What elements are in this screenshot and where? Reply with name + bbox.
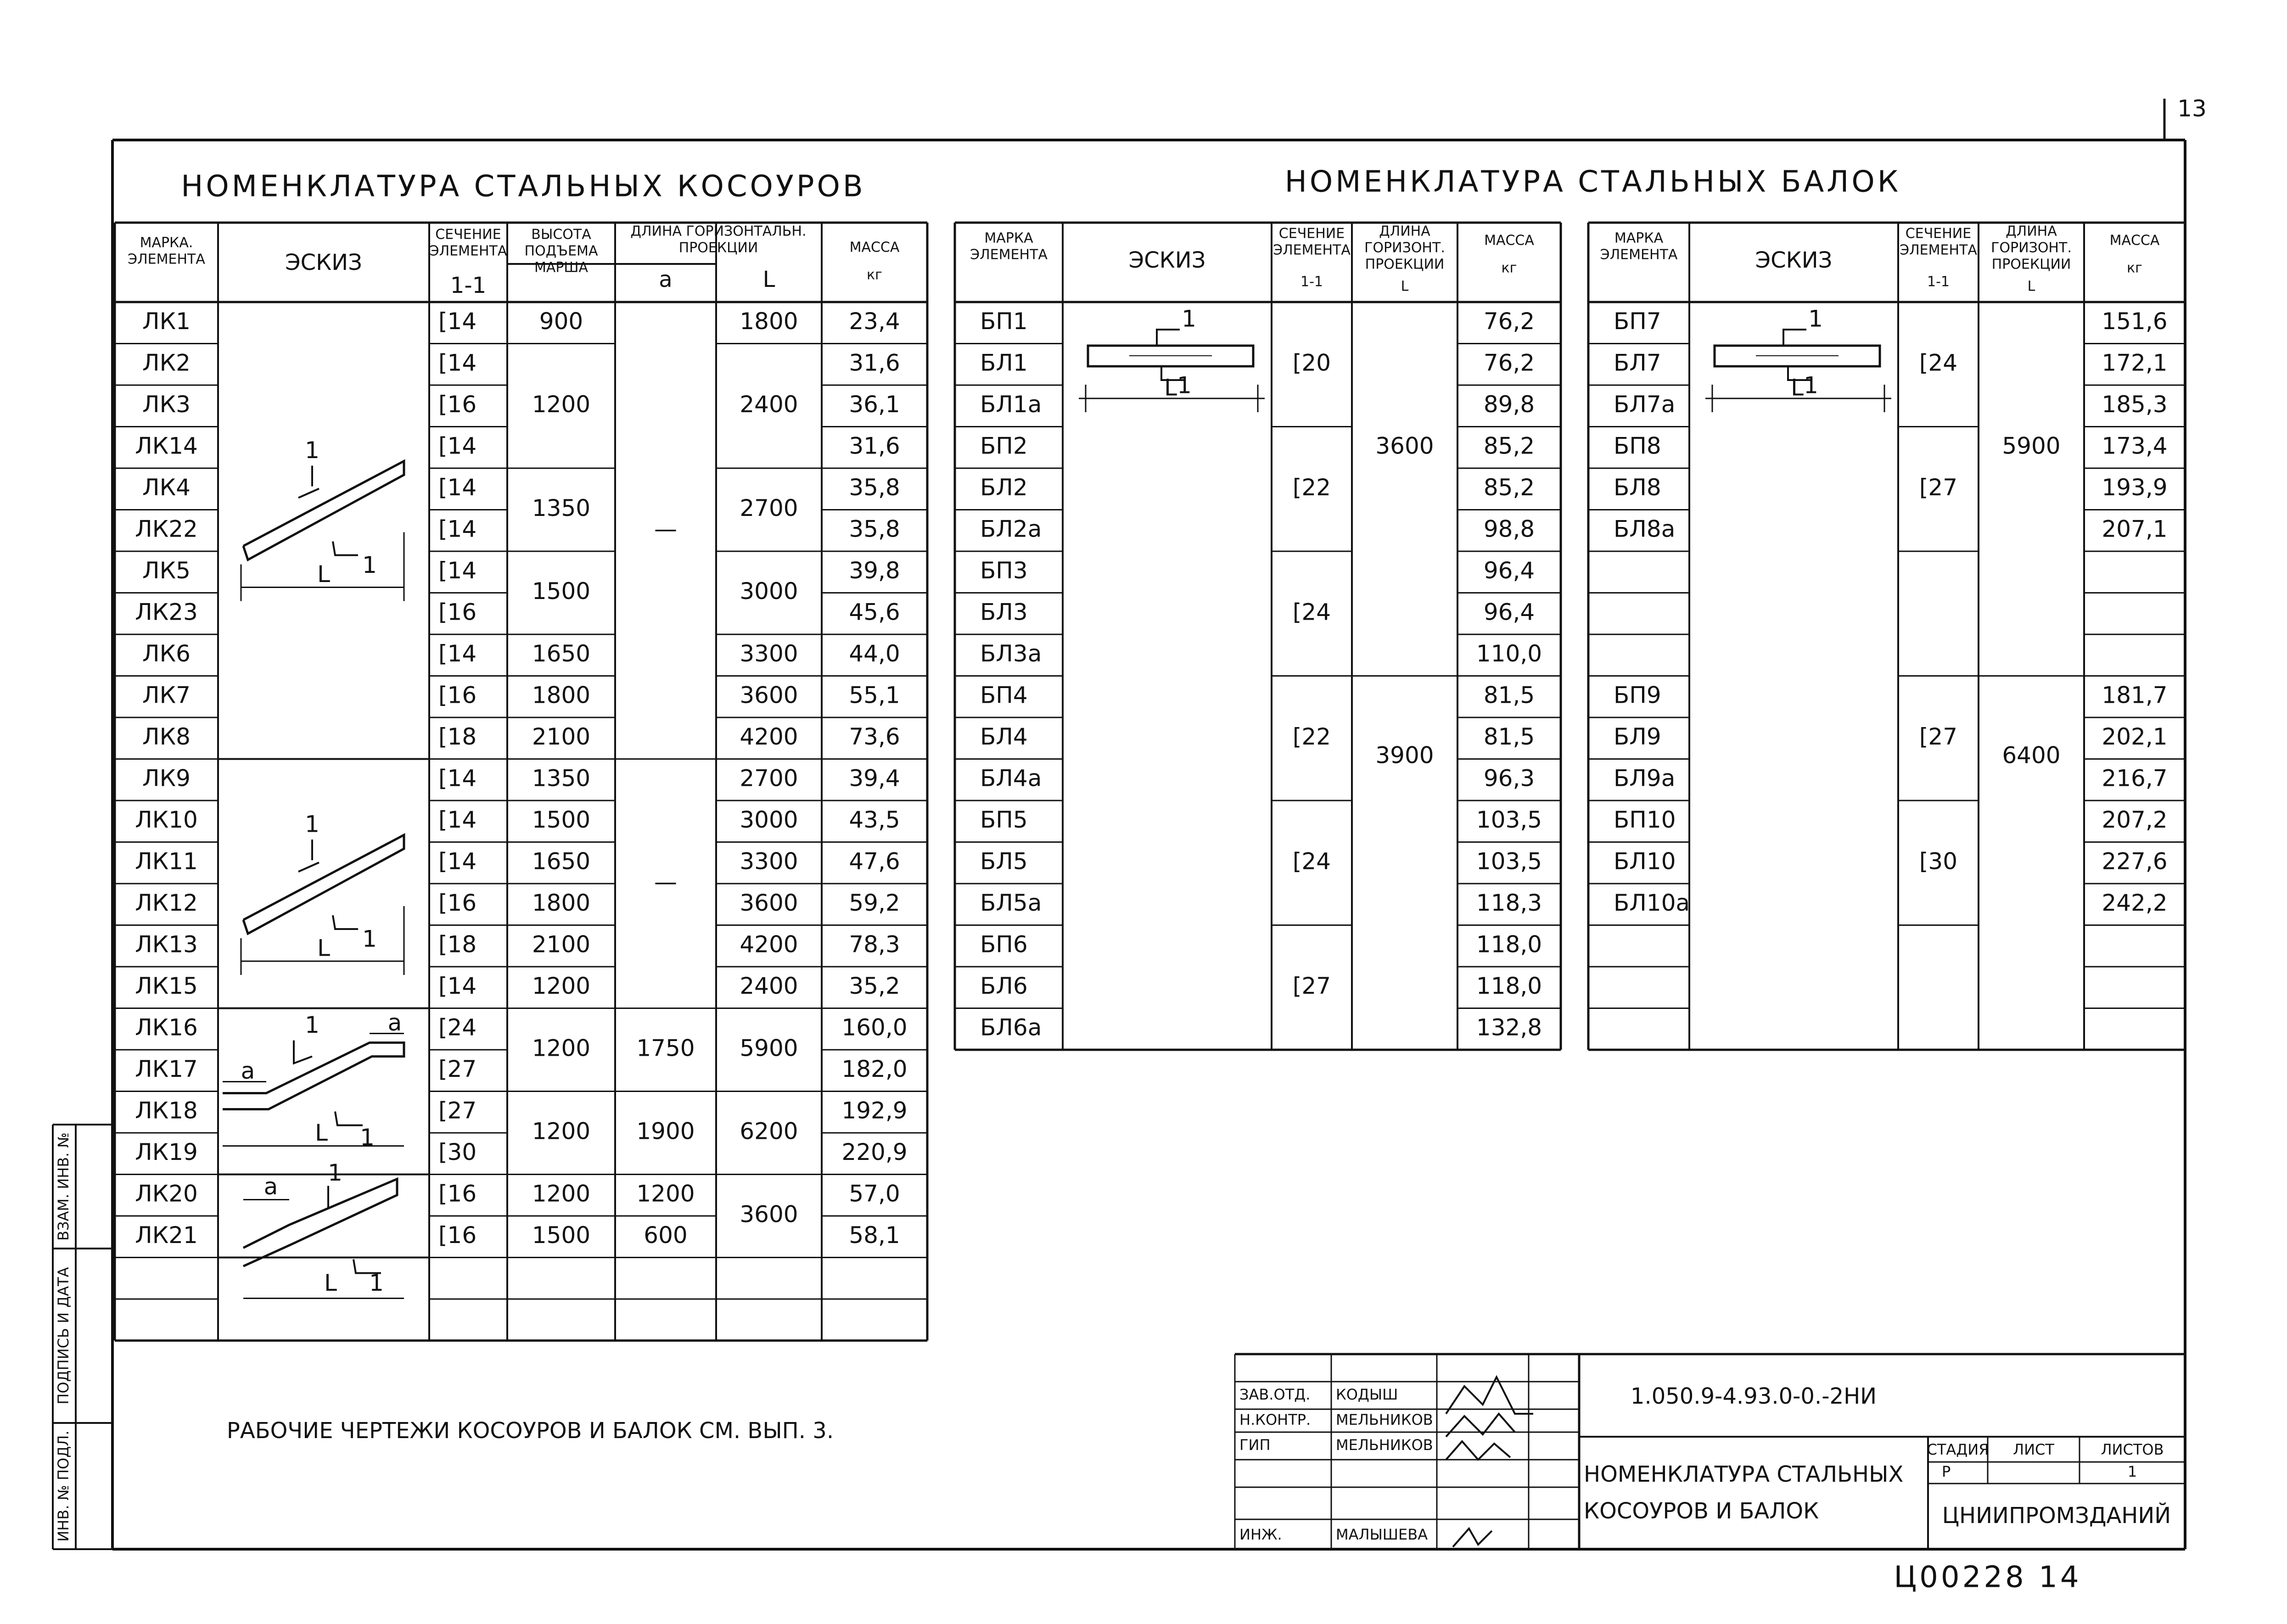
- kosour-mark: ЛК19: [135, 1138, 198, 1165]
- beam-mark: БЛ1а: [980, 391, 1042, 418]
- kosour-mass: 78,3: [849, 931, 900, 958]
- kosour-mark: ЛК5: [142, 557, 191, 584]
- beam-mark: БП8: [1614, 432, 1661, 459]
- sketch-kosour-bent-b-section-label: 1: [328, 1159, 342, 1186]
- beam-sketch-arrow: [1783, 330, 1806, 346]
- beam-mark: БЛ8а: [1614, 515, 1676, 543]
- beam-mark: БЛ9а: [1614, 765, 1676, 792]
- beam-header-L-left: L: [1401, 278, 1409, 295]
- kosour-section: [16: [438, 1180, 477, 1207]
- beam-mark: БЛ6: [980, 972, 1028, 999]
- kosour-mass: 192,9: [841, 1097, 908, 1124]
- title-block-stage: Р: [1942, 1463, 1951, 1480]
- kosour-mark: ЛК1: [142, 308, 191, 335]
- kosour-header-mass: МАССА: [849, 239, 900, 256]
- kosour-mark: ЛК22: [135, 515, 198, 543]
- kosour-header-mark: ЭЛЕМЕНТА: [128, 251, 205, 268]
- kosour-L: 2400: [740, 391, 798, 418]
- title-block-name: КОДЫШ: [1336, 1386, 1398, 1403]
- signature-kodysh: [1446, 1377, 1533, 1414]
- beam-section: [30: [1919, 848, 1958, 875]
- beam-mark: БЛ4: [980, 723, 1028, 750]
- beam-mark: БП4: [980, 682, 1028, 709]
- kosour-a: 1200: [636, 1180, 695, 1207]
- title-block-code: 1.050.9-4.93.0-0.-2НИ: [1630, 1383, 1877, 1409]
- beam-mark: БЛ7: [1614, 349, 1661, 376]
- kosour-header-height: ВЫСОТА: [531, 226, 591, 243]
- beam-section: [22: [1292, 474, 1331, 501]
- kosour-mass: 73,6: [849, 723, 900, 750]
- kosour-L: 3000: [740, 806, 798, 833]
- kosour-mass: 45,6: [849, 599, 900, 626]
- beam-sketch-section-label: 1: [1804, 372, 1818, 399]
- beam-mass: 103,5: [1476, 848, 1542, 875]
- kosour-L: 3600: [740, 1201, 798, 1228]
- kosour-header-length: ПРОЕКЦИИ: [678, 240, 758, 256]
- signature-melnikov-b: [1446, 1441, 1510, 1460]
- kosour-section: [30: [438, 1138, 477, 1165]
- kosour-header-mark: МАРКА.: [140, 235, 193, 251]
- kosour-mass: 35,8: [849, 515, 900, 543]
- kosour-section: [16: [438, 599, 477, 626]
- kosour-L: 4200: [740, 931, 798, 958]
- kosour-section: [18: [438, 723, 477, 750]
- beam-mark: БЛ4а: [980, 765, 1042, 792]
- sketch-kosour-b-section-label: 1: [362, 925, 377, 952]
- kosour-mark: ЛК3: [142, 391, 191, 418]
- kosour-mass: 59,2: [849, 889, 900, 916]
- sketch-kosour-bent-a-arrow: [335, 1112, 363, 1126]
- beam-sketch-length-label: L: [1164, 374, 1177, 401]
- kosour-mass: 35,2: [849, 972, 900, 999]
- kosour-title: НОМЕНКЛАТУРА СТАЛЬНЫХ КОСОУРОВ: [181, 169, 866, 204]
- sketch-kosour-b-section-arrow: [333, 915, 358, 929]
- beam-header-length-right: ГОРИЗОНТ.: [1991, 240, 2072, 256]
- beam-mark: БЛ2а: [980, 515, 1042, 543]
- beam-header-section-right: СЕЧЕНИЕ: [1905, 225, 1972, 242]
- beam-header-L-right: L: [2027, 278, 2035, 295]
- sketch-kosour-a-section-label: 1: [305, 437, 320, 464]
- kosour-height: 1200: [532, 391, 591, 418]
- page-number: 13: [2177, 95, 2207, 122]
- kosour-height: 900: [539, 308, 583, 335]
- title-block-doc-title: НОМЕНКЛАТУРА СТАЛЬНЫХ: [1584, 1462, 1904, 1487]
- title-block-role: Н.КОНТР.: [1239, 1411, 1311, 1428]
- title-block-role: ЗАВ.ОТД.: [1239, 1386, 1311, 1403]
- beam-mark: БП3: [980, 557, 1028, 584]
- beam-mark: БЛ5а: [980, 889, 1042, 916]
- kosour-section: [14: [438, 432, 477, 459]
- beam-mass: 81,5: [1483, 682, 1535, 709]
- kosour-mark: ЛК15: [135, 972, 198, 999]
- beam-mass: 172,1: [2102, 349, 2168, 376]
- kosour-section: [24: [438, 1014, 477, 1041]
- kosour-section: [16: [438, 1221, 477, 1249]
- sketch-kosour-bent-b-section-label: 1: [369, 1270, 384, 1296]
- kosour-mass: 39,4: [849, 765, 900, 792]
- kosour-header-L: L: [762, 267, 775, 292]
- kosour-header-length: ДЛИНА ГОРИЗОНТАЛЬН.: [630, 223, 807, 240]
- kosour-mass: 31,6: [849, 349, 900, 376]
- beam-mass: 202,1: [2102, 723, 2168, 750]
- side-stamp-label: ИНВ. № ПОДЛ.: [55, 1430, 72, 1542]
- kosour-L: 4200: [740, 723, 798, 750]
- beam-mass: 242,2: [2102, 889, 2168, 916]
- kosour-mark: ЛК13: [135, 931, 198, 958]
- kosour-header-sketch: ЭСКИЗ: [285, 250, 362, 275]
- title-block-role: ИНЖ.: [1239, 1526, 1282, 1543]
- beam-header-section-left: ЭЛЕМЕНТА: [1273, 242, 1351, 258]
- title-block-sheet-label: ЛИСТ: [2013, 1441, 2054, 1458]
- kosour-height: 1200: [532, 1118, 591, 1145]
- kosour-mark: ЛК12: [135, 889, 198, 916]
- kosour-a: —: [654, 515, 677, 543]
- sketch-kosour-b-section-arrow: [298, 862, 319, 872]
- beam-section: [24: [1292, 599, 1331, 626]
- beam-sketch-section-label: 1: [1182, 305, 1196, 332]
- kosour-section: [16: [438, 889, 477, 916]
- beam-mass: 110,0: [1476, 640, 1542, 667]
- beam-mass: 132,8: [1476, 1014, 1542, 1041]
- sketch-kosour-bent-b-length-label: L: [324, 1270, 337, 1296]
- kosour-header-height: МАРША: [534, 259, 589, 276]
- beam-mass: 193,9: [2102, 474, 2168, 501]
- title-block-stage-label: СТАДИЯ: [1927, 1441, 1989, 1458]
- kosour-mark: ЛК14: [135, 432, 198, 459]
- kosour-mass: 39,8: [849, 557, 900, 584]
- kosour-height: 1800: [532, 889, 591, 916]
- kosour-header-a: a: [659, 267, 673, 292]
- sketch-kosour-bent-a-arrow: [294, 1041, 312, 1064]
- kosour-height: 1650: [532, 848, 591, 875]
- beam-length: 5900: [2002, 432, 2061, 459]
- kosour-height: 2100: [532, 931, 591, 958]
- beam-header-mark-right: МАРКА: [1614, 230, 1664, 246]
- kosour-L: 5900: [740, 1035, 798, 1062]
- kosour-L: 3300: [740, 640, 798, 667]
- beam-mass: 96,3: [1483, 765, 1535, 792]
- beam-mark: БЛ7а: [1614, 391, 1676, 418]
- kosour-section: [14: [438, 515, 477, 543]
- title-block-org: ЦНИИПРОМЗДАНИЙ: [1942, 1503, 2171, 1529]
- sketch-kosour-b-beam: [243, 835, 404, 934]
- kosour-a: 600: [644, 1221, 688, 1249]
- beam-mark: БЛ10: [1614, 848, 1676, 875]
- beam-section: [22: [1292, 723, 1331, 750]
- kosour-a: 1750: [636, 1035, 695, 1062]
- kosour-mass: 57,0: [849, 1180, 900, 1207]
- kosour-header-section: СЕЧЕНИЕ: [435, 226, 501, 243]
- beam-header-mass-left: МАССА: [1484, 232, 1534, 249]
- beam-section: [20: [1292, 349, 1331, 376]
- kosour-mark: ЛК11: [135, 848, 198, 875]
- beam-header-mass-right: МАССА: [2109, 232, 2160, 249]
- beam-mark: БЛ6а: [980, 1014, 1042, 1041]
- kosour-section: [14: [438, 765, 477, 792]
- kosour-mass: 36,1: [849, 391, 900, 418]
- beam-mass: 81,5: [1483, 723, 1535, 750]
- beam-mass: 103,5: [1476, 806, 1542, 833]
- kosour-mass: 35,8: [849, 474, 900, 501]
- beam-section: [27: [1919, 723, 1958, 750]
- beam-mass: 85,2: [1483, 474, 1535, 501]
- title-block-sheets: 1: [2127, 1463, 2137, 1480]
- title-block-name: МАЛЫШЕВА: [1336, 1526, 1428, 1543]
- kosour-section: [14: [438, 806, 477, 833]
- kosour-mass: 182,0: [841, 1055, 908, 1082]
- kosour-mark: ЛК20: [135, 1180, 198, 1207]
- beam-header-length-left: ПРОЕКЦИИ: [1365, 256, 1445, 273]
- sketch-kosour-a-section-label: 1: [362, 552, 377, 578]
- kosour-mark: ЛК16: [135, 1014, 198, 1041]
- beam-mark: БП2: [980, 432, 1028, 459]
- beam-sketch-arrow: [1157, 330, 1180, 346]
- beam-header-length-right: ПРОЕКЦИИ: [1991, 256, 2071, 273]
- drawing-note: РАБОЧИЕ ЧЕРТЕЖИ КОСОУРОВ И БАЛОК СМ. ВЫП. 3.: [226, 1418, 834, 1444]
- beam-header-mass-unit-left: кг: [1501, 260, 1517, 276]
- beam-mass: 96,4: [1483, 599, 1535, 626]
- beam-mass: 173,4: [2102, 432, 2168, 459]
- kosour-L: 3600: [740, 682, 798, 709]
- beam-mass: 85,2: [1483, 432, 1535, 459]
- beam-length: 6400: [2002, 742, 2061, 769]
- kosour-height: 1500: [532, 578, 591, 605]
- kosour-section: [14: [438, 848, 477, 875]
- beam-mark: БЛ5: [980, 848, 1028, 875]
- beam-length: 3600: [1375, 432, 1434, 459]
- signature-melnikov-a: [1446, 1414, 1515, 1437]
- kosour-height: 2100: [532, 723, 591, 750]
- kosour-mark: ЛК23: [135, 599, 198, 626]
- kosour-L: 3600: [740, 889, 798, 916]
- beam-mark: БЛ3: [980, 599, 1028, 626]
- beam-header-sketch-left: ЭСКИЗ: [1128, 247, 1206, 273]
- sketch-kosour-bent-a-a-label: a: [387, 1009, 402, 1036]
- kosour-mark: ЛК10: [135, 806, 198, 833]
- beam-mark: БЛ9: [1614, 723, 1661, 750]
- kosour-height: 1350: [532, 765, 591, 792]
- sketch-kosour-a-beam: [243, 461, 404, 560]
- kosour-mark: ЛК2: [142, 349, 191, 376]
- kosour-section: [18: [438, 931, 477, 958]
- beam-header-length-left: ДЛИНА: [1379, 223, 1430, 240]
- beam-mass: 207,1: [2102, 515, 2168, 543]
- kosour-section: [14: [438, 349, 477, 376]
- kosour-L: 2400: [740, 972, 798, 999]
- title-block-name: МЕЛЬНИКОВ: [1336, 1436, 1433, 1454]
- beam-mass: 118,0: [1476, 972, 1542, 999]
- sketch-kosour-a-section-arrow: [298, 489, 319, 498]
- beam-mass: 181,7: [2102, 682, 2168, 709]
- beam-section: [27: [1919, 474, 1958, 501]
- kosour-a: —: [654, 868, 677, 896]
- beam-mass: 76,2: [1483, 349, 1535, 376]
- kosour-header-section: ЭЛЕМЕНТА: [429, 243, 507, 259]
- kosour-mark: ЛК7: [142, 682, 191, 709]
- beam-mass: 98,8: [1483, 515, 1535, 543]
- kosour-height: 1500: [532, 806, 591, 833]
- kosour-section: [16: [438, 391, 477, 418]
- sketch-kosour-bent-b-a-label: a: [263, 1173, 278, 1200]
- beam-sketch-section-label: 1: [1808, 305, 1823, 332]
- beam-section: [24: [1292, 848, 1331, 875]
- beam-length: 3900: [1375, 742, 1434, 769]
- kosour-mass: 31,6: [849, 432, 900, 459]
- kosour-height: 1200: [532, 1035, 591, 1062]
- beam-mass: 185,3: [2102, 391, 2168, 418]
- kosour-header-section-sub: 1-1: [450, 273, 487, 298]
- beam-section: [27: [1292, 972, 1331, 999]
- beam-mark: БП1: [980, 308, 1028, 335]
- kosour-L: 2700: [740, 765, 798, 792]
- kosour-height: 1200: [532, 1180, 591, 1207]
- beam-header-mark-left: МАРКА: [984, 230, 1033, 246]
- title-block-sheets-label: ЛИСТОВ: [2101, 1441, 2164, 1458]
- kosour-mass: 23,4: [849, 308, 900, 335]
- beam-mark: БЛ3а: [980, 640, 1042, 667]
- title-block-doc-title: КОСОУРОВ И БАЛОК: [1584, 1498, 1819, 1524]
- beam-header-length-left: ГОРИЗОНТ.: [1364, 240, 1445, 256]
- beam-mass: 118,0: [1476, 931, 1542, 958]
- sketch-kosour-bent-a-section-label: 1: [305, 1012, 320, 1038]
- kosour-a: 1900: [636, 1118, 695, 1145]
- kosour-height: 1500: [532, 1221, 591, 1249]
- beams-title: НОМЕНКЛАТУРА СТАЛЬНЫХ БАЛОК: [1284, 165, 1901, 199]
- sketch-kosour-bent-a-length-label: L: [315, 1120, 328, 1146]
- kosour-section: [27: [438, 1055, 477, 1082]
- beam-mark: БП6: [980, 931, 1028, 958]
- kosour-L: 3000: [740, 578, 798, 605]
- beam-mark: БЛ1: [980, 349, 1028, 376]
- signature-malysheva: [1453, 1529, 1492, 1547]
- sketch-kosour-b-section-label: 1: [305, 811, 320, 838]
- beam-mark: БП7: [1614, 308, 1661, 335]
- beam-header-mark-left: ЭЛЕМЕНТА: [970, 246, 1048, 263]
- sketch-kosour-bent-a-a-label: a: [241, 1058, 255, 1084]
- beam-section: [24: [1919, 349, 1958, 376]
- kosour-mark: ЛК17: [135, 1055, 198, 1082]
- kosour-section: [14: [438, 640, 477, 667]
- beam-sketch-length-label: L: [1791, 374, 1804, 401]
- beam-header-mass-unit-right: кг: [2127, 260, 2142, 276]
- beam-mass: 207,2: [2102, 806, 2168, 833]
- kosour-mass: 47,6: [849, 848, 900, 875]
- beam-header-sketch-right: ЭСКИЗ: [1755, 247, 1833, 273]
- kosour-header-mass-unit: кг: [867, 267, 882, 283]
- beam-header-mark-right: ЭЛЕМЕНТА: [1600, 246, 1678, 263]
- kosour-L: 6200: [740, 1118, 798, 1145]
- side-stamp-label: ВЗАМ. ИНВ. №: [55, 1132, 72, 1241]
- sketch-kosour-bent-a-section-label: 1: [360, 1124, 375, 1151]
- kosour-section: [14: [438, 972, 477, 999]
- kosour-mass: 220,9: [841, 1138, 908, 1165]
- beam-mark: БЛ2: [980, 474, 1028, 501]
- beam-mass: 89,8: [1483, 391, 1535, 418]
- kosour-section: [14: [438, 308, 477, 335]
- archive-number: Ц00228 14: [1894, 1560, 2082, 1595]
- kosour-mass: 160,0: [841, 1014, 908, 1041]
- kosour-mark: ЛК18: [135, 1097, 198, 1124]
- kosour-mark: ЛК21: [135, 1221, 198, 1249]
- beam-mark: БЛ8: [1614, 474, 1661, 501]
- kosour-L: 1800: [740, 308, 798, 335]
- kosour-section: [16: [438, 682, 477, 709]
- beam-mark: БЛ10а: [1614, 889, 1690, 916]
- beam-mass: 227,6: [2102, 848, 2168, 875]
- beam-mass: 216,7: [2102, 765, 2168, 792]
- beam-mass: 151,6: [2102, 308, 2168, 335]
- title-block-role: ГИП: [1239, 1436, 1271, 1454]
- kosour-mass: 43,5: [849, 806, 900, 833]
- kosour-mark: ЛК4: [142, 474, 191, 501]
- beam-header-section-right: ЭЛЕМЕНТА: [1900, 242, 1977, 258]
- kosour-height: 1200: [532, 972, 591, 999]
- beam-mass: 96,4: [1483, 557, 1535, 584]
- beam-sketch-section-label: 1: [1177, 372, 1192, 399]
- beam-mass: 118,3: [1476, 889, 1542, 916]
- beam-mark: БП10: [1614, 806, 1676, 833]
- kosour-height: 1350: [532, 495, 591, 521]
- kosour-section: [14: [438, 557, 477, 584]
- beam-mark: БП5: [980, 806, 1028, 833]
- kosour-mass: 55,1: [849, 682, 900, 709]
- kosour-section: [27: [438, 1097, 477, 1124]
- kosour-mark: ЛК6: [142, 640, 191, 667]
- beam-header-length-right: ДЛИНА: [2006, 223, 2057, 240]
- kosour-height: 1800: [532, 682, 591, 709]
- kosour-header-height: ПОДЪЕМА: [524, 243, 598, 259]
- kosour-section: [14: [438, 474, 477, 501]
- beam-header-section-sub-right: 1-1: [1927, 274, 1950, 290]
- beam-mass: 76,2: [1483, 308, 1535, 335]
- kosour-L: 3300: [740, 848, 798, 875]
- sketch-kosour-a-length-label: L: [317, 561, 330, 588]
- kosour-mass: 58,1: [849, 1221, 900, 1249]
- kosour-height: 1650: [532, 640, 591, 667]
- kosour-mass: 44,0: [849, 640, 900, 667]
- sketch-kosour-a-section-arrow: [333, 542, 358, 555]
- kosour-L: 2700: [740, 495, 798, 521]
- beam-header-section-left: СЕЧЕНИЕ: [1278, 225, 1345, 242]
- beam-mark: БП9: [1614, 682, 1661, 709]
- title-block-name: МЕЛЬНИКОВ: [1336, 1411, 1433, 1428]
- sketch-kosour-b-length-label: L: [317, 935, 330, 962]
- side-stamp-label: ПОДПИСЬ И ДАТА: [55, 1267, 72, 1405]
- beam-header-section-sub-left: 1-1: [1300, 274, 1323, 290]
- kosour-mark: ЛК9: [142, 765, 191, 792]
- kosour-mark: ЛК8: [142, 723, 191, 750]
